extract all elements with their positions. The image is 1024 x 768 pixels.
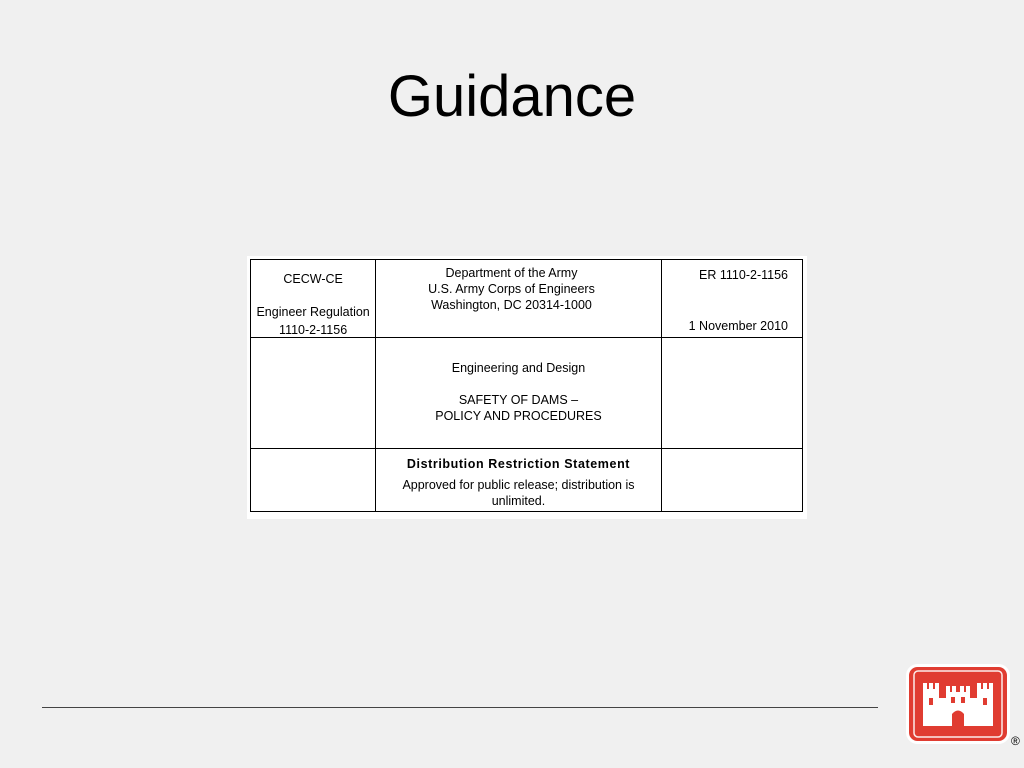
office-cell bbox=[251, 260, 376, 338]
restriction-line: Approved for public release; distribution is bbox=[402, 478, 635, 492]
regulation-header-table bbox=[250, 259, 803, 512]
castle-icon bbox=[906, 664, 1010, 744]
regulation-number: 1110-2-1156 bbox=[279, 323, 348, 337]
office-symbol: CECW-CE bbox=[283, 272, 343, 286]
agency-block bbox=[376, 265, 661, 313]
agency-line: Department of the Army bbox=[445, 266, 578, 280]
registered-mark: ® bbox=[1011, 734, 1020, 748]
number-date-cell bbox=[661, 260, 802, 338]
restriction-line: unlimited. bbox=[491, 494, 546, 508]
document-subject: Engineering and Design bbox=[451, 361, 586, 375]
agency-line: Washington, DC 20314-1000 bbox=[431, 298, 592, 312]
empty-cell bbox=[661, 338, 802, 449]
subject-cell bbox=[376, 338, 662, 449]
restriction-cell bbox=[376, 449, 662, 512]
empty-cell bbox=[661, 449, 802, 512]
er-number: ER 1110-2-1156 bbox=[699, 268, 788, 282]
empty-cell bbox=[251, 449, 376, 512]
slide-title: Guidance bbox=[387, 64, 637, 129]
regulation-cover-image bbox=[247, 256, 807, 519]
agency-line: U.S. Army Corps of Engineers bbox=[428, 282, 595, 296]
empty-cell bbox=[251, 338, 376, 449]
agency-cell bbox=[376, 260, 662, 338]
regulation-label: Engineer Regulation bbox=[256, 305, 370, 319]
restriction-heading: Distribution Restriction Statement bbox=[406, 457, 631, 471]
footer-divider bbox=[42, 707, 878, 708]
document-title-line: SAFETY OF DAMS – bbox=[458, 393, 579, 407]
document-date: 1 November 2010 bbox=[688, 319, 788, 333]
document-title-line: POLICY AND PROCEDURES bbox=[435, 409, 602, 423]
document-title bbox=[376, 392, 661, 424]
restriction-text bbox=[376, 477, 661, 509]
